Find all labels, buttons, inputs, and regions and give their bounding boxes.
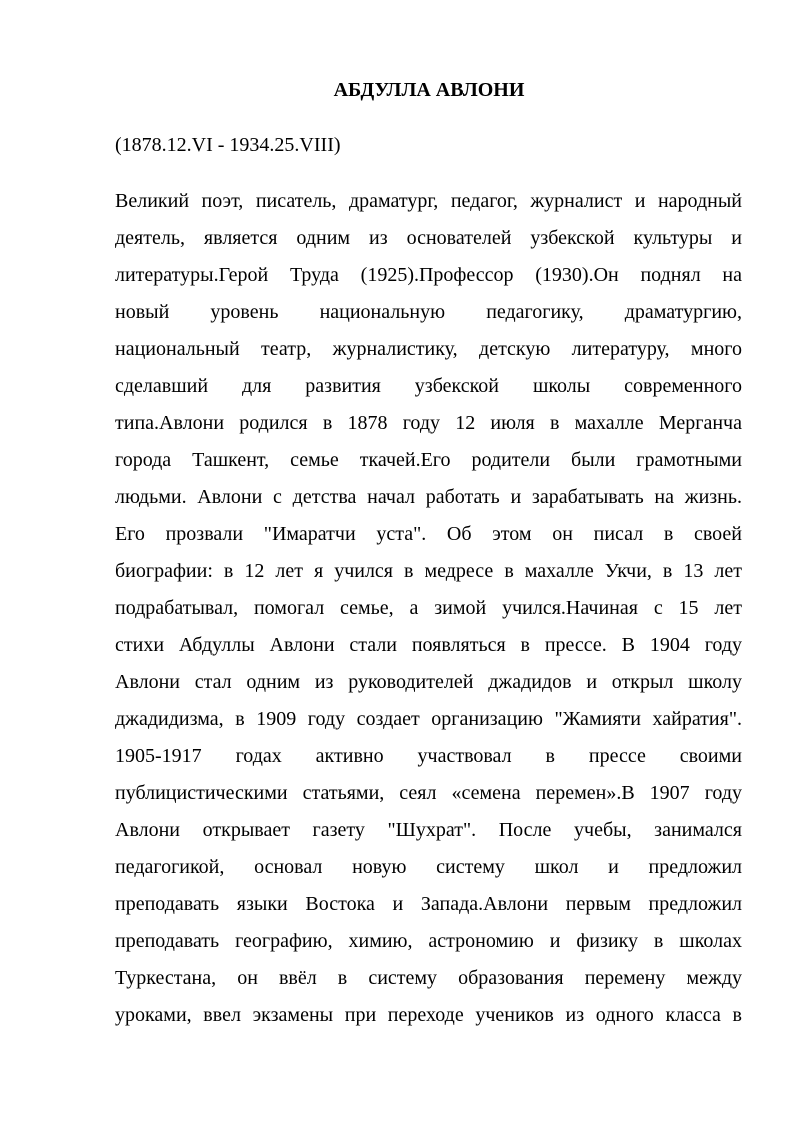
text-line: преподавать географию, химию, астрономию и физику в школах <box>115 930 742 952</box>
text-line: Авлони открывает газету "Шухрат". После учебы, занимался <box>115 819 742 841</box>
text-line: педагогикой, основал новую систему школ и предложил <box>115 856 742 878</box>
text-line: Его прозвали "Имаратчи уста". Об этом он писал в своей <box>115 523 742 545</box>
text-line: сделавший для развития узбекской школы современного <box>115 375 742 397</box>
text-line: джадидизма, в 1909 году создает организацию "Жамияти хайратия". <box>115 708 742 730</box>
text-line: национальный театр, журналистику, детскую литературу, много <box>115 338 742 360</box>
life-dates: (1878.12.VI - 1934.25.VIII) <box>115 134 341 156</box>
text-line: города Ташкент, семье ткачей.Его родители были грамотными <box>115 449 742 471</box>
text-line: стихи Абдуллы Авлони стали появляться в прессе. В 1904 году <box>115 634 742 656</box>
text-line: преподавать языки Востока и Запада.Авлони первым предложил <box>115 893 742 915</box>
body-paragraph <box>115 186 742 1037</box>
document-title: АБДУЛЛА АВЛОНИ <box>333 79 525 101</box>
text-line: публицистическими статьями, сеял «семена перемен».В 1907 году <box>115 782 742 804</box>
text-line: литературы.Герой Труда (1925).Профессор (1930).Он поднял на <box>115 264 742 286</box>
text-line: типа.Авлони родился в 1878 году 12 июля в махалле Мерганча <box>115 412 742 434</box>
text-line: уроками, ввел экзамены при переходе учеников из одного класса в <box>115 1004 742 1026</box>
text-line: Авлони стал одним из руководителей джадидов и открыл школу <box>115 671 742 693</box>
text-line: новый уровень национальную педагогику, драматургию, <box>115 301 742 323</box>
text-line: подрабатывал, помогал семье, а зимой учился.Начиная с 15 лет <box>115 597 742 619</box>
text-line: деятель, является одним из основателей узбекской культуры и <box>115 227 742 249</box>
text-line: Великий поэт, писатель, драматург, педагог, журналист и народный <box>115 190 742 212</box>
text-line: 1905-1917 годах активно участвовал в прессе своими <box>115 745 742 767</box>
text-line: Туркестана, он ввёл в систему образования перемену между <box>115 967 742 989</box>
text-line: биографии: в 12 лет я учился в медресе в махалле Укчи, в 13 лет <box>115 560 742 582</box>
text-line: людьми. Авлони с детства начал работать и зарабатывать на жизнь. <box>115 486 742 508</box>
